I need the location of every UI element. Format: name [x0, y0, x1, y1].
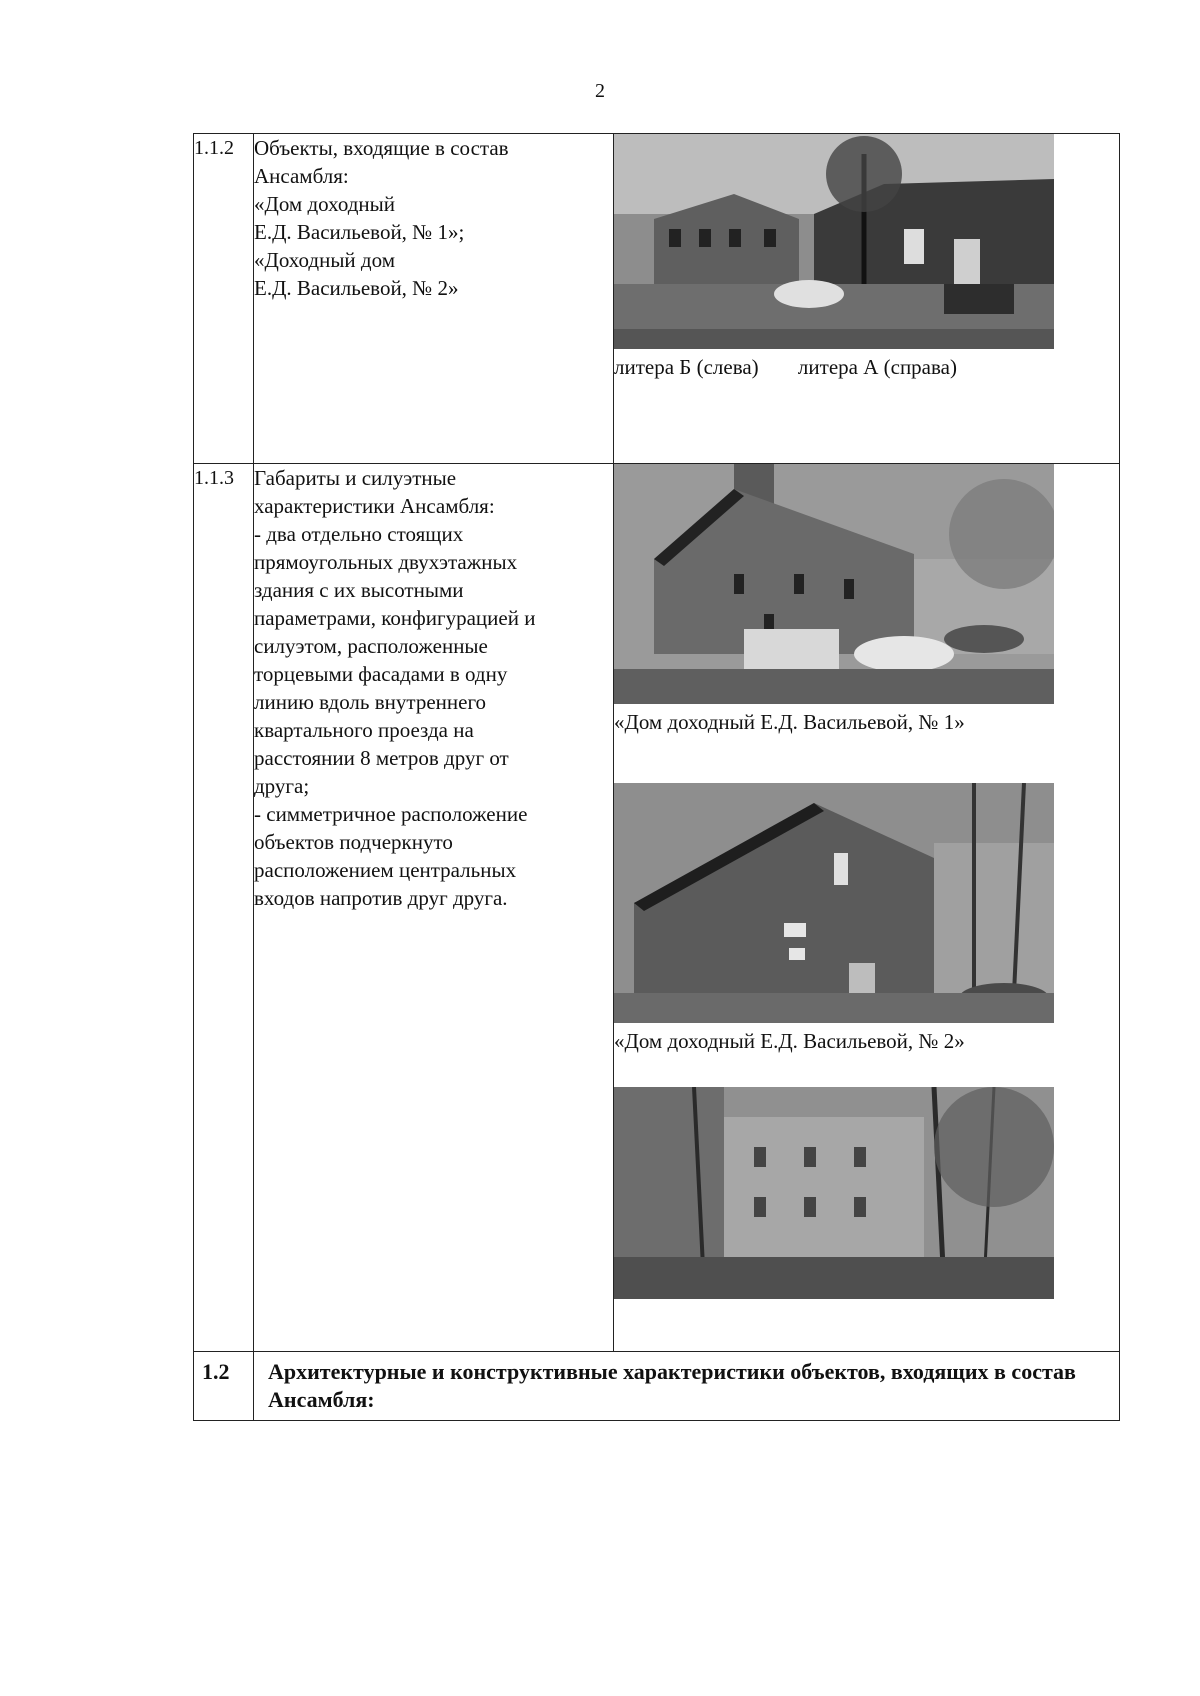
description-line: линию вдоль внутреннего — [254, 690, 487, 714]
description-line: характеристики Ансамбля: — [254, 494, 495, 518]
description-line: Е.Д. Васильевой, № 1»; — [254, 220, 465, 244]
description-line: Е.Д. Васильевой, № 2» — [254, 276, 459, 300]
table-row-1-2 — [194, 1352, 1120, 1421]
description-line: друга; — [254, 774, 310, 798]
description-line: объектов подчеркнуто — [254, 830, 453, 854]
description-line: - два отдельно стоящих — [254, 522, 464, 546]
description-line: прямоугольных двухэтажных — [254, 550, 518, 574]
photo-cell — [614, 134, 1120, 464]
photo-caption — [614, 353, 1119, 381]
photo-courtyard — [614, 1087, 1054, 1299]
description-line: силуэтом, расположенные — [254, 634, 488, 658]
page-number: 2 — [595, 80, 605, 102]
description-line: «Доходный дом — [254, 248, 395, 272]
photo-cell — [614, 464, 1120, 1352]
description-line: параметрами, конфигурацией и — [254, 606, 536, 630]
description-line: Объекты, входящие в состав — [254, 136, 509, 160]
ensemble-table — [193, 133, 1120, 1421]
description-line: входов напротив друг друга. — [254, 886, 508, 910]
section-heading: Архитектурные и конструктивные характеристики объектов, входящих в состав Ансамбля: — [254, 1352, 1120, 1421]
description-line: «Дом доходный — [254, 192, 395, 216]
row-description — [254, 464, 614, 1352]
photo-caption-house-2: «Дом доходный Е.Д. Васильевой, № 2» — [614, 1029, 965, 1053]
photo-street-two-houses — [614, 134, 1054, 349]
photo-house-1 — [614, 464, 1054, 704]
description-line: расположением центральных — [254, 858, 517, 882]
description-line: квартального проезда на — [254, 718, 474, 742]
description-line: Габариты и силуэтные — [254, 466, 457, 490]
row-number: 1.1.2 — [194, 134, 254, 464]
description-line: - симметричное расположение — [254, 802, 528, 826]
description-line: здания с их высотными — [254, 578, 464, 602]
table-row-1-1-3 — [194, 464, 1120, 1352]
description-line: торцевыми фасадами в одну — [254, 662, 508, 686]
description-line: Ансамбля: — [254, 164, 349, 188]
photo-house-2 — [614, 783, 1054, 1023]
caption-litera-a: литера А (справа) — [797, 355, 957, 379]
photo-caption-house-1: «Дом доходный Е.Д. Васильевой, № 1» — [614, 710, 965, 734]
table-row-1-1-2 — [194, 134, 1120, 464]
row-description — [254, 134, 614, 464]
row-number: 1.1.3 — [194, 464, 254, 1352]
caption-litera-b: литера Б (слева) — [614, 355, 759, 379]
description-line: расстоянии 8 метров друг от — [254, 746, 509, 770]
row-number: 1.2 — [194, 1352, 254, 1421]
